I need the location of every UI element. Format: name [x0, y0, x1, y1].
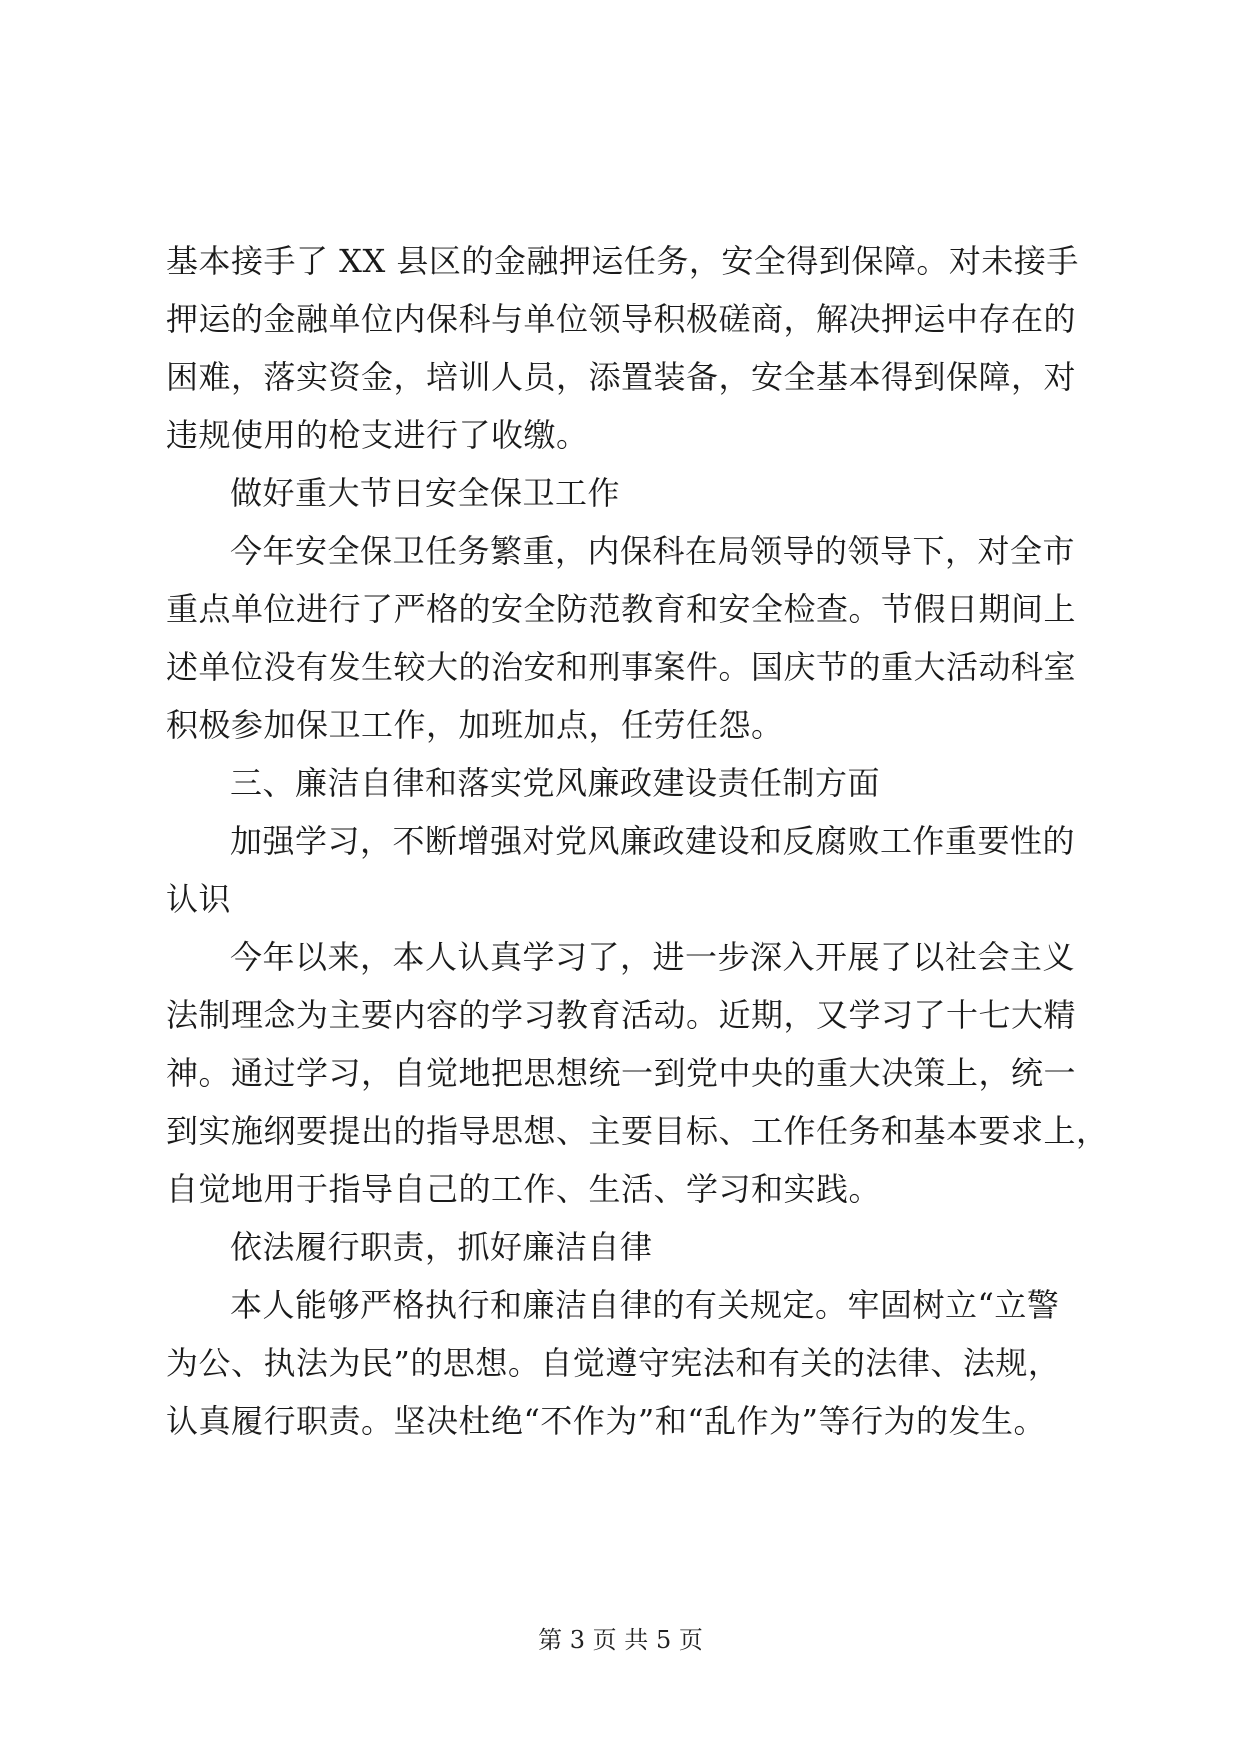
- section-heading: 做好重大节日安全保卫工作: [230, 474, 621, 512]
- text-line: 今年安全保卫任务繁重，内保科在局领导的领导下，对全市: [230, 532, 1076, 570]
- section-heading: 三、廉洁自律和落实党风廉政建设责任制方面: [230, 764, 881, 802]
- text-line: 困难，落实资金，培训人员，添置装备，安全基本得到保障，对: [166, 358, 1077, 396]
- text-line: 为公、执法为民”的思想。自觉遵守宪法和有关的法律、法规，: [166, 1344, 1061, 1382]
- text-line: 积极参加保卫工作，加班加点，任劳任怨。: [166, 706, 784, 744]
- text-line: 今年以来，本人认真学习了，进一步深入开展了以社会主义: [230, 938, 1076, 976]
- text-line: 神。通过学习，自觉地把思想统一到党中央的重大决策上，统一: [166, 1054, 1077, 1092]
- page-number-footer: 第 3 页 共 5 页: [538, 1626, 703, 1654]
- text-line: 押运的金融单位内保科与单位领导积极磋商，解决押运中存在的: [166, 300, 1077, 338]
- section-heading: 依法履行职责，抓好廉洁自律: [230, 1228, 653, 1266]
- text-line: 自觉地用于指导自己的工作、生活、学习和实践。: [166, 1170, 882, 1208]
- document-body: [166, 232, 1109, 1450]
- section-heading: 加强学习，不断增强对党风廉政建设和反腐败工作重要性的: [230, 822, 1076, 860]
- text-line: 本人能够严格执行和廉洁自律的有关规定。牢固树立“立警: [230, 1286, 1060, 1324]
- text-line: 述单位没有发生较大的治安和刑事案件。国庆节的重大活动科室: [166, 648, 1077, 686]
- text-line: 重点单位进行了严格的安全防范教育和安全检查。节假日期间上: [166, 590, 1077, 628]
- text-line: 法制理念为主要内容的学习教育活动。近期，又学习了十七大精: [166, 996, 1077, 1034]
- section-heading: 认识: [166, 880, 232, 918]
- text-line: 到实施纲要提出的指导思想、主要目标、工作任务和基本要求上，: [166, 1112, 1109, 1150]
- text-line: 基本接手了 XX 县区的金融押运任务，安全得到保障。对未接手: [166, 242, 1079, 280]
- text-line: 认真履行职责。坚决杜绝“不作为”和“乱作为”等行为的发生。: [166, 1402, 1046, 1440]
- text-line: 违规使用的枪支进行了收缴。: [166, 416, 589, 454]
